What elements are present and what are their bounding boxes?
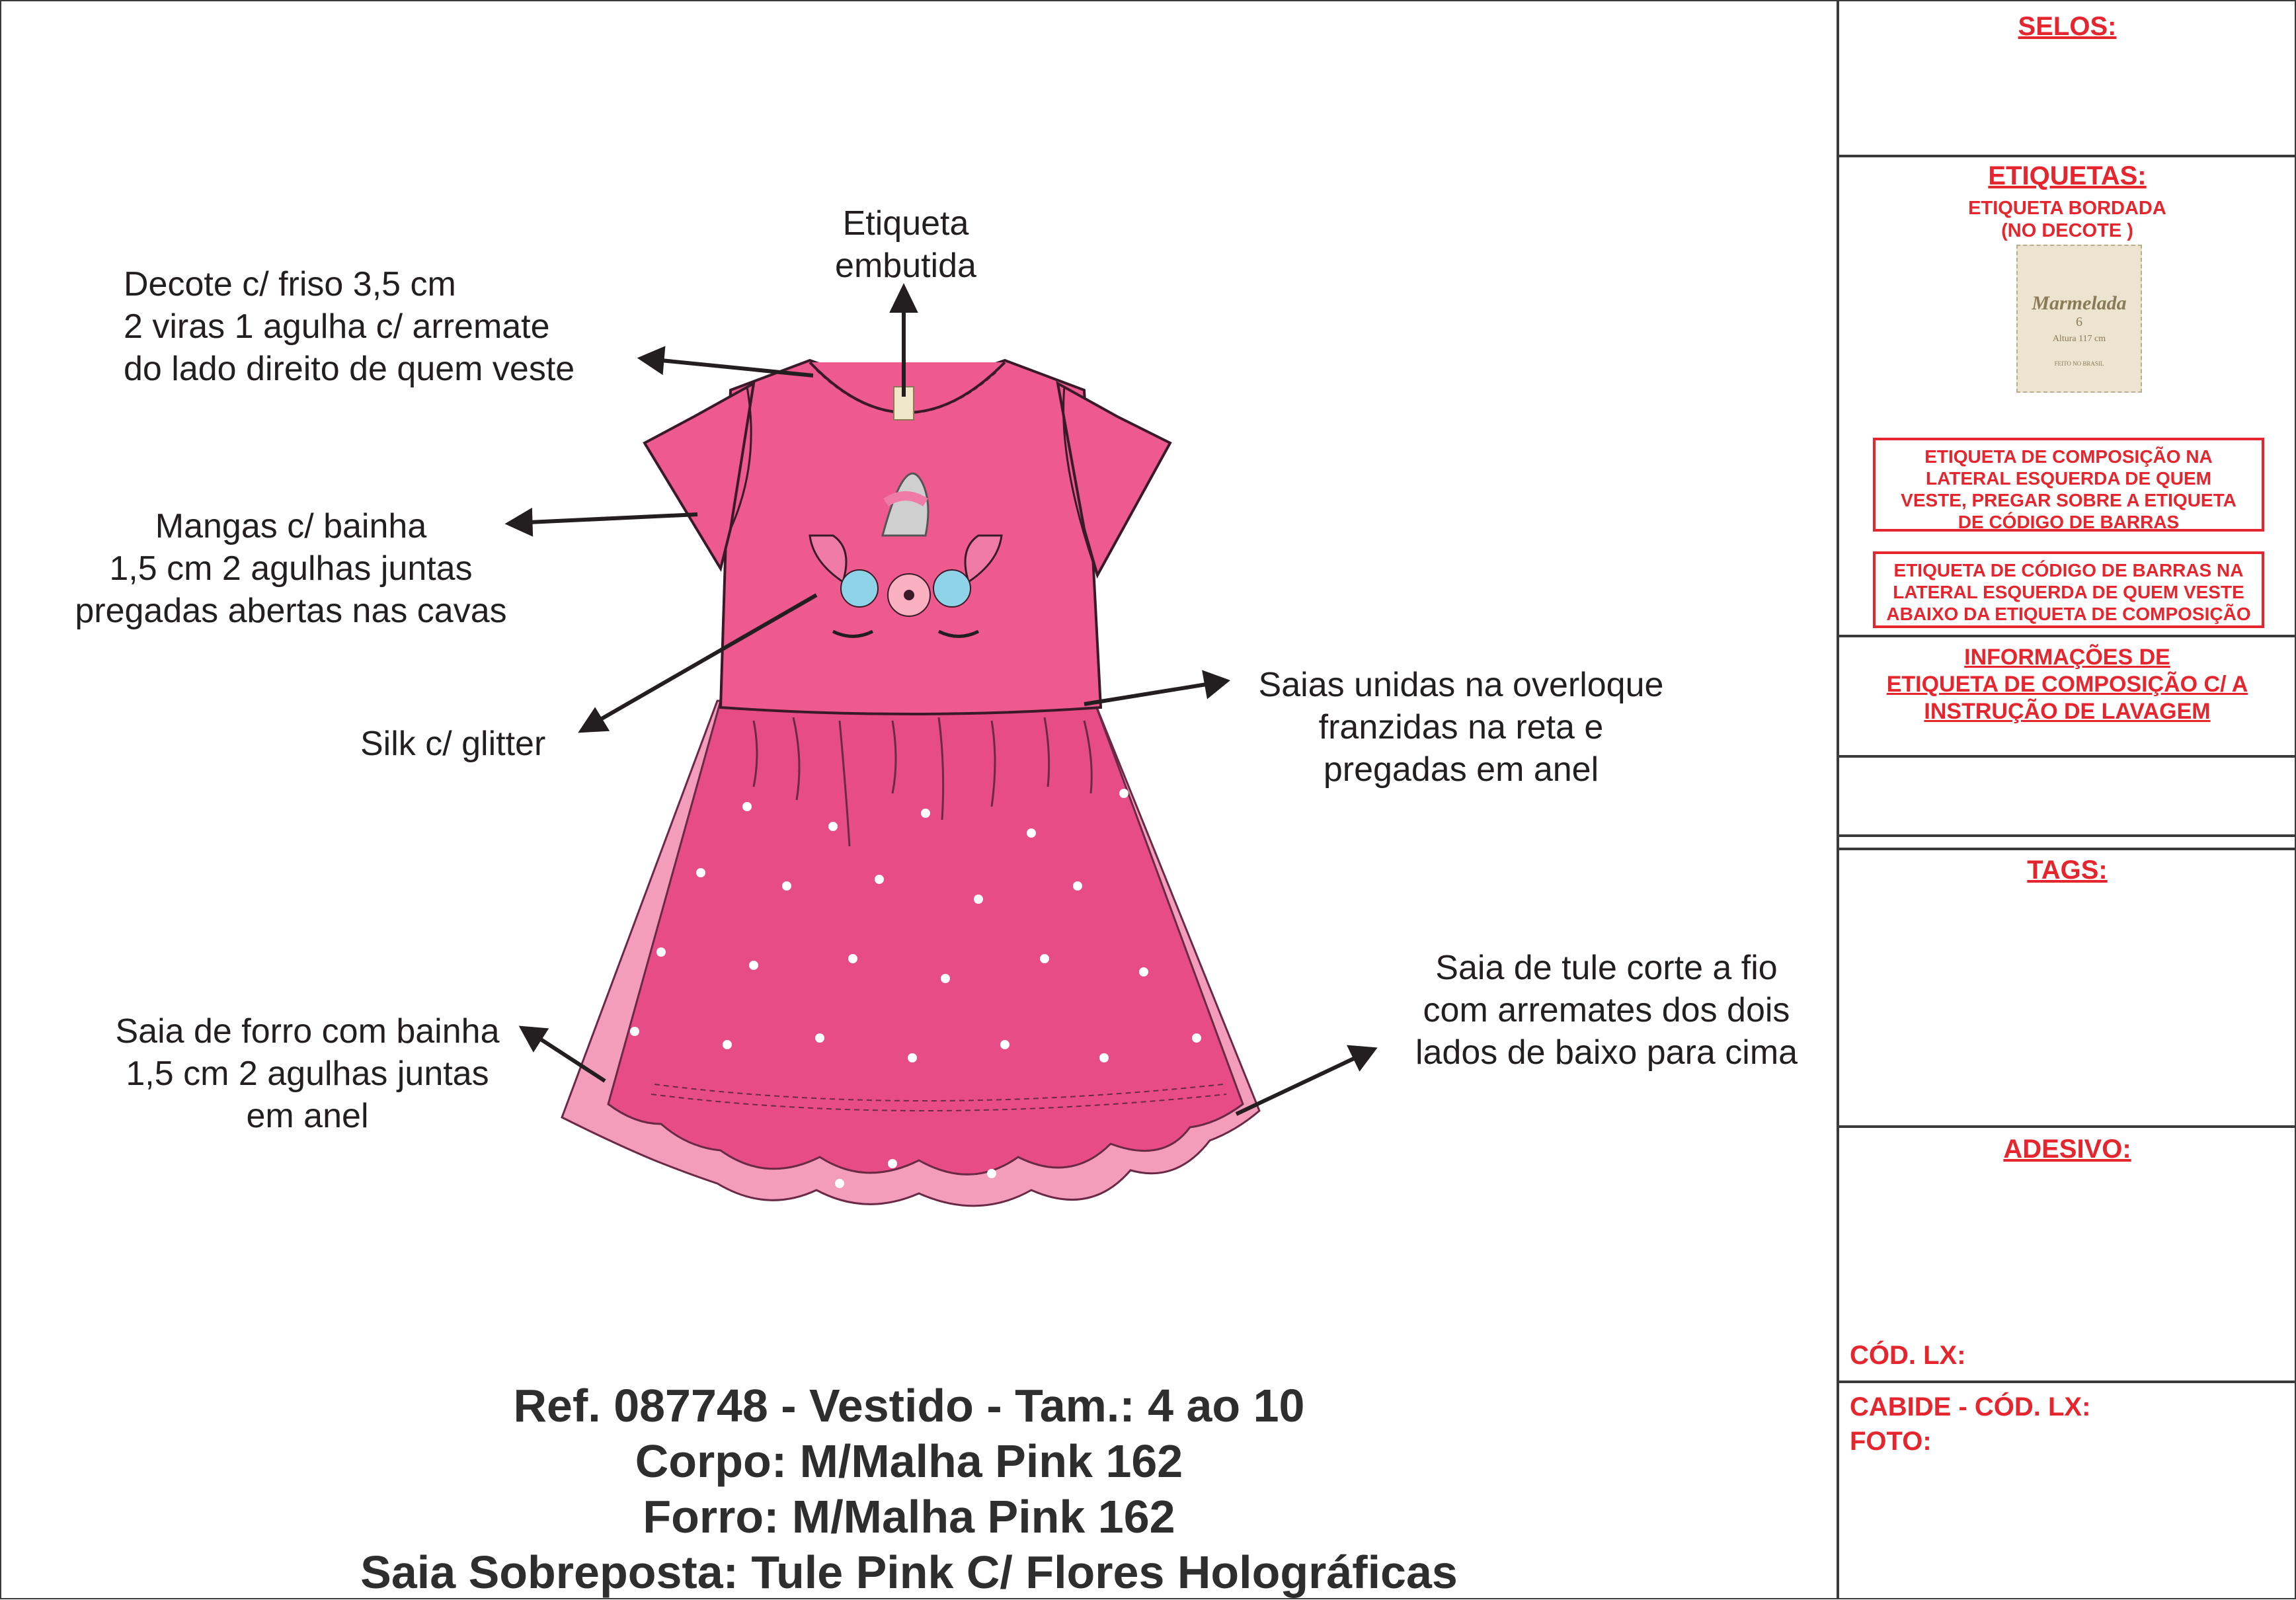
divider <box>1837 155 2296 157</box>
codigo-barras-box: ETIQUETA DE CÓDIGO DE BARRAS NA LATERAL ESQUERDA DE QUEM VESTE ABAIXO DA ETIQUETA DE COMPOSIÇÃO <box>1873 551 2264 628</box>
note-etiqueta-embutida: Etiqueta embutida <box>835 204 976 285</box>
divider <box>1837 1380 2296 1383</box>
spec-saia: Saia Sobreposta: Tule Pink C/ Flores Holográficas <box>360 1546 1458 1598</box>
informacoes-heading: INFORMAÇÕES DE ETIQUETA DE COMPOSIÇÃO C/ A INSTRUÇÃO DE LAVAGEM <box>1886 645 2248 724</box>
selos-heading: SELOS: <box>2018 12 2117 41</box>
etiquetas-heading: ETIQUETAS: <box>1988 161 2147 190</box>
note-mangas: Mangas c/ bainha 1,5 cm 2 agulhas juntas pregadas abertas nas cavas <box>75 507 507 630</box>
note-decote: Decote c/ friso 3,5 cm 2 viras 1 agulha c/ arremate do lado direito de quem veste <box>124 265 575 388</box>
divider <box>1837 848 2296 850</box>
spec-forro: Forro: M/Malha Pink 162 <box>643 1491 1175 1542</box>
tags-heading: TAGS: <box>2027 856 2108 885</box>
divider <box>1837 1125 2296 1128</box>
composicao-box: ETIQUETA DE COMPOSIÇÃO NA LATERAL ESQUERDA DE QUEM VESTE, PREGAR SOBRE A ETIQUETA DE CÓDIGO DE BARRAS <box>1873 438 2264 532</box>
spec-corpo: Corpo: M/Malha Pink 162 <box>635 1435 1183 1487</box>
spec-text <box>251 1378 1567 1600</box>
label-sample: Marmelada 6 Altura 117 cm FEITO NO BRASIL <box>2016 245 2142 393</box>
divider <box>1837 834 2296 837</box>
tulle-skirt <box>608 701 1243 1174</box>
adesivo-heading: ADESIVO: <box>2003 1135 2131 1164</box>
divider <box>1837 755 2296 758</box>
etiqueta-bordada: ETIQUETA BORDADA (NO DECOTE ) <box>1968 198 2166 241</box>
divider <box>1837 635 2296 637</box>
note-saia-tule: Saia de tule corte a fio com arremates dos dois lados de baixo para cima <box>1415 949 1798 1072</box>
cabide-label: CABIDE - CÓD. LX: <box>1850 1392 2091 1421</box>
note-saias-unidas: Saias unidas na overloque franzidas na reta e pregadas em anel <box>1258 666 1664 789</box>
foto-label: FOTO: <box>1850 1427 1932 1456</box>
spec-ref: Ref. 087748 - Vestido - Tam.: 4 ao 10 <box>513 1380 1305 1431</box>
note-saia-forro: Saia de forro com bainha 1,5 cm 2 agulhas juntas em anel <box>115 1012 500 1135</box>
cod-lx-label: CÓD. LX: <box>1850 1341 1966 1370</box>
note-silk: Silk c/ glitter <box>360 725 546 763</box>
